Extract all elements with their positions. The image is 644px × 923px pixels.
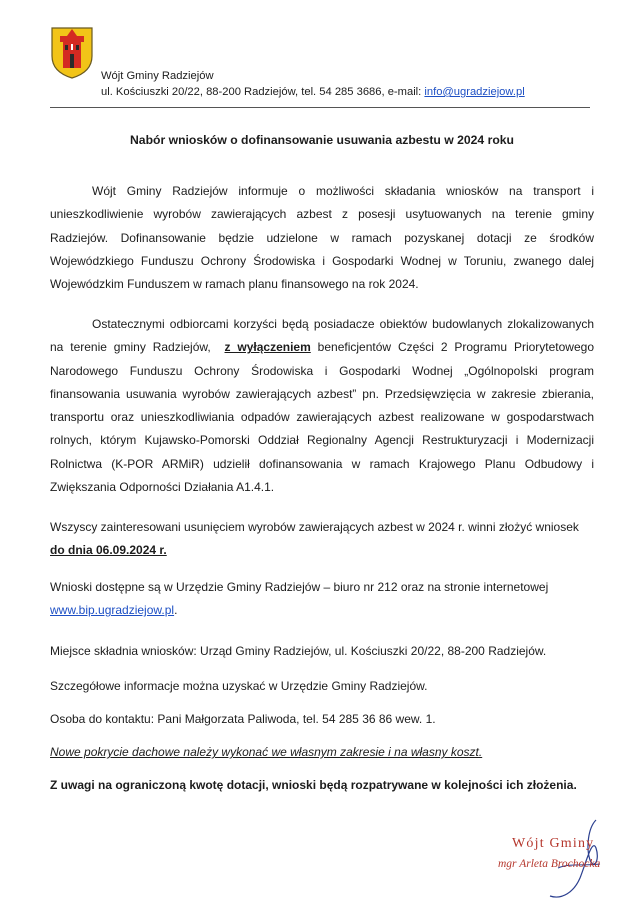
signature-role: Wójt Gminy [512,836,595,851]
letterhead [101,68,525,100]
paragraph-deadline: Wszyscy zainteresowani usunięciem wyrobów zawierających azbest w 2024 r. winni złożyć wniosek do dnia 06.09.2024 r. [50,520,579,558]
header-divider [50,107,590,108]
paragraph-details: Szczegółowe informacje można uzyskać w Urzędzie Gminy Radziejów. [50,679,428,693]
deadline-date: do dnia 06.09.2024 r. [50,543,167,558]
office-address: ul. Kościuszki 20/22, 88-200 Radziejów, tel. 54 285 3686, e-mail: info@ugradziejow.pl [101,86,525,98]
signature-name: mgr Arleta Brochocka [498,858,601,870]
paragraph-funding-note: Z uwagi na ograniczoną kwotę dotacji, wnioski będą rozpatrywane w kolejności ich złożenia. [50,778,577,792]
paragraph-beneficiaries: Ostatecznymi odbiorcami korzyści będą posiadacze obiektów budowlanych zlokalizowanych na terenie gminy Radziejów, z wyłączeniem beneficjentów Części 2 Programu Priorytetowego Narodowego Funduszu Ochrony Środowiska i Gospodarki Wodnej „Ogólnopolski program finansowania usuwania wyrobów zawierających azbest” pn. Przedsięwzięcia w zakresie zbierania, transportu oraz unieszkodliwiania odpadów zawierających azbest realizowane w gospodarstwach rolnych, którym Kujawsko-Pomorski Oddział Regionalny Agencji Restrukturyzacji i Modernizacji Rolnictwa (K-POR ARMiR) udzielił dofinansowania w ramach Krajowego Planu Odbudowy i Zwiększania Odporności Działania A1.4.1. [50,317,594,495]
coat-of-arms-icon [50,26,94,80]
paragraph-submission-place: Miejsce składnia wniosków: Urząd Gminy Radziejów, ul. Kościuszki 20/22, 88-200 Radziejów. [50,644,547,658]
paragraph-availability: Wnioski dostępne są w Urzędzie Gminy Radziejów – biuro nr 212 oraz na stronie internetowej www.bip.ugradziejow.pl. [50,580,549,618]
office-name: Wójt Gminy Radziejów [101,70,214,82]
document-title: Nabór wniosków o dofinansowanie usuwania azbestu w 2024 roku [130,133,514,147]
paragraph-roofing-note: Nowe pokrycie dachowe należy wykonać we własnym zakresie i na własny koszt. [50,745,483,759]
exclusion-emphasis: z wyłączeniem [224,340,311,355]
paragraph-contact: Osoba do kontaktu: Pani Małgorzata Paliwoda, tel. 54 285 36 86 wew. 1. [50,712,436,726]
bip-link[interactable]: www.bip.ugradziejow.pl [50,603,175,618]
paragraph-intro: Wójt Gminy Radziejów informuje o możliwości składania wniosków na transport i unieszkodliwienie wyrobów zawierających azbest z posesji usytuowanych na terenie gminy Radziejów. Dofinansowanie będzie udzielone w ramach pozyskanej dotacji ze środków Wojewódzkiego Funduszu Ochrony Środowiska i Gospodarki Wodnej w Toruniu, zwanego dalej Wojewódzkim Funduszem w ramach planu finansowego na rok 2024. [50,184,594,292]
email-link[interactable]: info@ugradziejow.pl [424,86,525,98]
